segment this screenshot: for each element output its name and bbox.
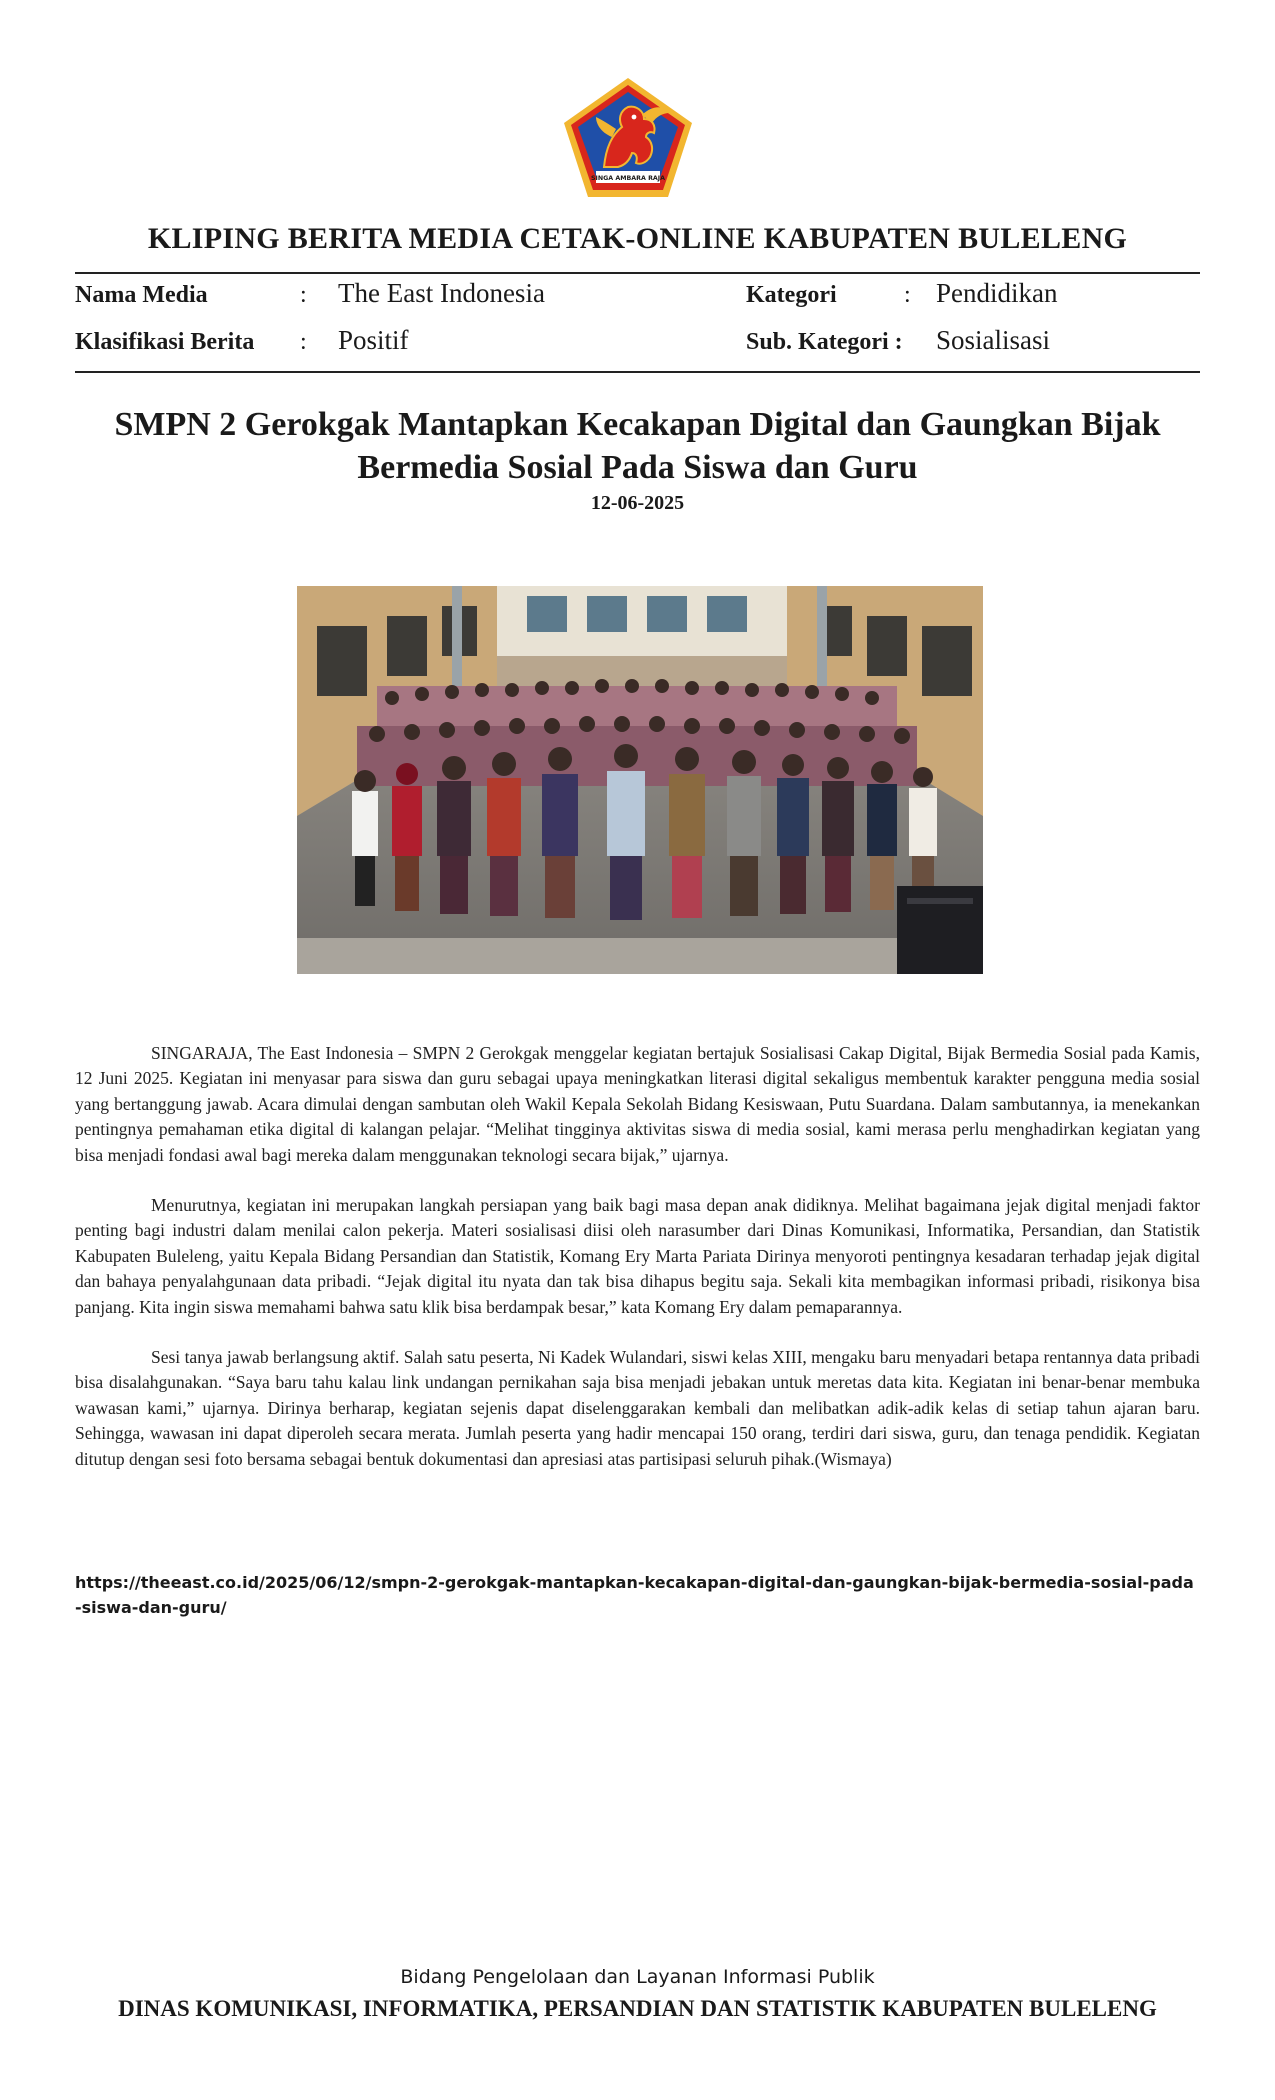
klasifikasi-value: Positif <box>338 325 409 355</box>
source-link[interactable]: https://theeast.co.id/2025/06/12/smpn-2-gerokgak-mantapkan-kecakapan-digital-dan-gaungkan-bijak-bermedia-sosial-pada-siswa-dan-guru/ <box>75 1573 1194 1617</box>
article-headline: SMPN 2 Gerokgak Mantapkan Kecakapan Digital dan Gaungkan Bijak Bermedia Sosial Pada Siswa dan Guru <box>114 406 1161 486</box>
header-rule-top <box>75 272 1200 274</box>
kategori-label: Kategori <box>746 282 837 308</box>
nama-media-value: The East Indonesia <box>338 278 545 308</box>
sub-kategori-label: Sub. Kategori : <box>746 329 903 355</box>
buleleng-emblem-icon <box>560 75 696 201</box>
article-photo <box>297 586 983 974</box>
emblem-caption: SINGA AMBARA RAJA <box>590 175 666 182</box>
sub-kategori-value: Sosialisasi <box>936 325 1051 355</box>
kategori-colon: : <box>904 282 911 308</box>
header-rule-bottom <box>75 371 1200 373</box>
article-date: 12-06-2025 <box>590 492 685 514</box>
article-paragraph-3: Sesi tanya jawab berlangsung aktif. Salah satu peserta, Ni Kadek Wulandari, siswi kelas XIII, mengaku baru menyadari betapa rentannya data pribadi bisa disalahgunakan. “Saya baru tahu kalau link undangan pernikahan saja bisa menjadi jebakan untuk meretas data kita. Kegiatan ini benar-benar membuka wawasan kami,” ujarnya. Dirinya berharap, kegiatan sejenis dapat diselenggarakan kembali dan melibatkan adik-adik kelas di setiap tahun ajaran baru. Sehingga, wawasan ini dapat diperoleh secara merata. Jumlah peserta yang hadir mencapai 150 orang, terdiri dari siswa, guru, dan tenaga pendidik. Kegiatan ditutup dengan sesi foto bersama sebagai bentuk dokumentasi dan apresiasi atas partisipasi seluruh pihak.(Wismaya) <box>75 1347 1200 1469</box>
nama-media-label: Nama Media <box>75 282 208 308</box>
klasifikasi-colon: : <box>300 329 307 355</box>
footer-agency: DINAS KOMUNIKASI, INFORMATIKA, PERSANDIAN DAN STATISTIK KABUPATEN BULELENG <box>118 1996 1157 2021</box>
footer-department: Bidang Pengelolaan dan Layanan Informasi Publik <box>400 1966 875 1988</box>
kategori-value: Pendidikan <box>936 278 1058 308</box>
article-paragraph-2: Menurutnya, kegiatan ini merupakan langkah persiapan yang baik bagi masa depan anak didiknya. Melihat bagaimana jejak digital menjadi faktor penting bagi industri dalam menilai calon pekerja. Materi sosialisasi diisi oleh narasumber dari Dinas Komunikasi, Informatika, Persandian, dan Statistik Kabupaten Buleleng, yaitu Kepala Bidang Persandian dan Statistik, Komang Ery Marta Pariata Dirinya menyoroti pentingnya kesadaran terhadap jejak digital dan bahaya penyalahgunaan data pribadi. “Jejak digital itu nyata dan tak bisa dihapus begitu saja. Sekali kita membagikan informasi pribadi, risikonya bisa panjang. Kita ingin siswa memahami bahwa satu klik bisa berdampak besar,” kata Komang Ery dalam pemaparannya. <box>75 1195 1200 1317</box>
article-body <box>75 1041 1200 1497</box>
klasifikasi-label: Klasifikasi Berita <box>75 329 255 355</box>
nama-media-colon: : <box>300 282 307 308</box>
clipping-title: KLIPING BERITA MEDIA CETAK-ONLINE KABUPATEN BULELENG <box>147 222 1128 255</box>
article-paragraph-1: SINGARAJA, The East Indonesia – SMPN 2 Gerokgak menggelar kegiatan bertajuk Sosialisasi Cakap Digital, Bijak Bermedia Sosial pada Kamis, 12 Juni 2025. Kegiatan ini menyasar para siswa dan guru sebagai upaya meningkatkan literasi digital sekaligus membentuk karakter pengguna media sosial yang bertanggung jawab. Acara dimulai dengan sambutan oleh Wakil Kepala Sekolah Bidang Kesiswaan, Putu Suardana. Dalam sambutannya, ia menekankan pentingnya pemahaman etika digital di kalangan pelajar. “Melihat tingginya aktivitas siswa di media sosial, kami merasa perlu menghadirkan kegiatan yang bisa menjadi fondasi awal bagi mereka dalam menggunakan teknologi secara bijak,” ujarnya. <box>75 1043 1200 1165</box>
